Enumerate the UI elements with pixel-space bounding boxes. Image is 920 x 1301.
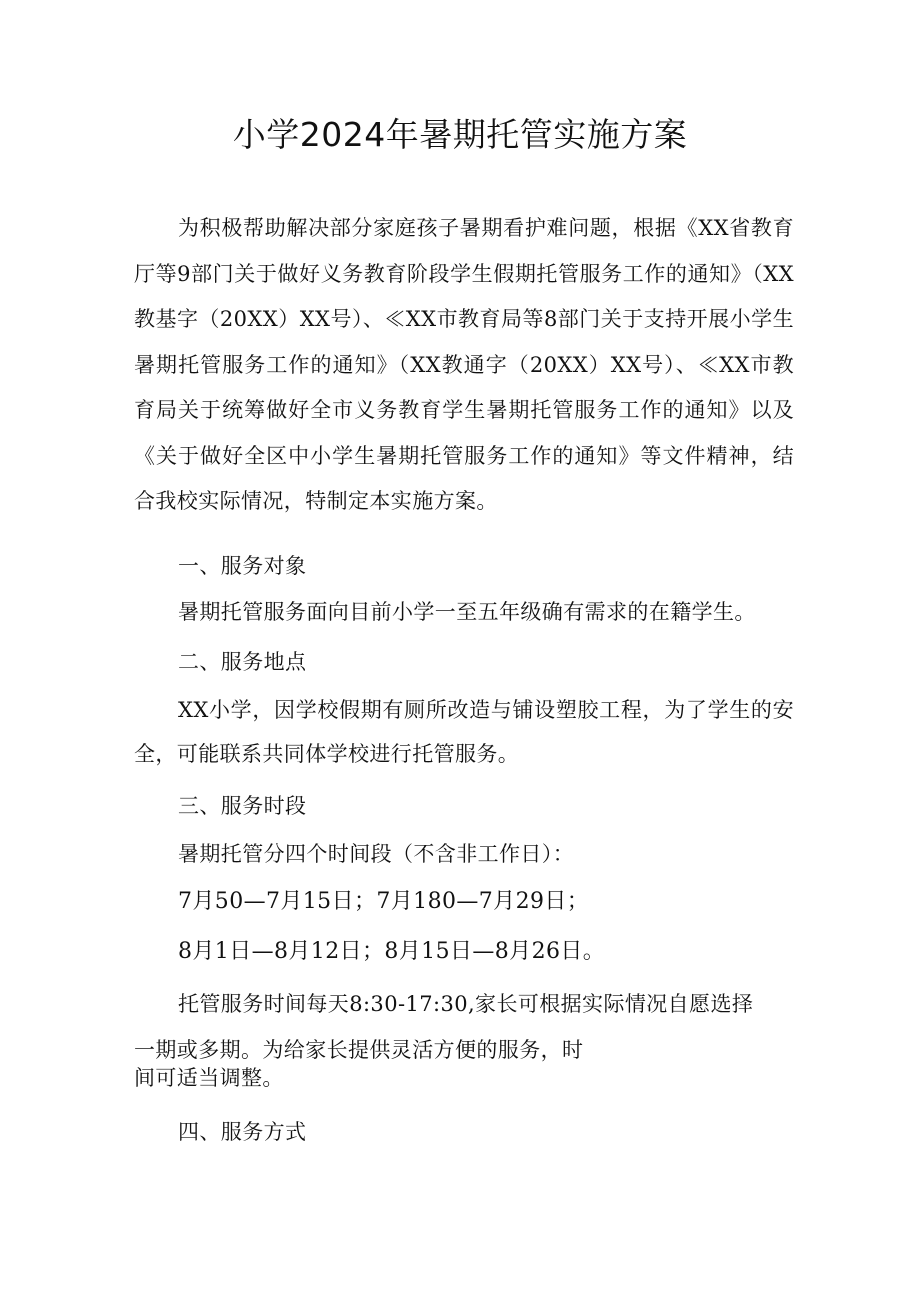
- service-hours-continuation: 一期或多期。为给家长提供灵活方便的服务，时: [134, 1038, 584, 1062]
- section-heading-service-target: 一、服务对象: [178, 554, 307, 578]
- service-target-paragraph: 暑期托管服务面向目前小学一至五年级确有需求的在籍学生。: [178, 600, 756, 624]
- document-title: 小学2024年暑期托管实施方案: [232, 115, 688, 154]
- service-location-paragraph: XX小学，因学校假期有厕所改造与铺设塑胶工程，为了学生的安全，可能联系共同体学校进行托管服务。: [134, 698, 794, 766]
- intro-paragraph: 为积极帮助解决部分家庭孩子暑期看护难问题，根据《XX省教育厅等9部门关于做好义务教育阶段学生假期托管服务工作的通知》（XX教基字（20XX）XX号）、≪XX市教育局等8部门关于支持开展小学生暑期托管服务工作的通知》（XX教通字（20XX）XX号）、≪XX市教育局关于统筹做好全市义务教育学生暑期托管服务工作的通知》以及《关于做好全区中小学生暑期托管服务工作的通知》等文件精神，结合我校实际情况，特制定本实施方案。: [134, 216, 794, 513]
- service-hours-adjustment: 间可适当调整。: [134, 1066, 284, 1090]
- section-heading-service-period: 三、服务时段: [178, 794, 307, 818]
- section-heading-service-method: 四、服务方式: [178, 1120, 307, 1144]
- service-period-august-dates: 8月1日—8月12日；8月15日—8月26日。: [178, 939, 606, 964]
- section-heading-service-location: 二、服务地点: [178, 650, 307, 674]
- service-period-intro: 暑期托管分四个时间段（不含非工作日）：: [178, 842, 575, 866]
- service-hours-line: 托管服务时间每天8:30-17:30,家长可根据实际情况自愿选择: [178, 992, 754, 1016]
- service-period-july-dates: 7月50—7月15日；7月180—7月29日；: [178, 889, 590, 914]
